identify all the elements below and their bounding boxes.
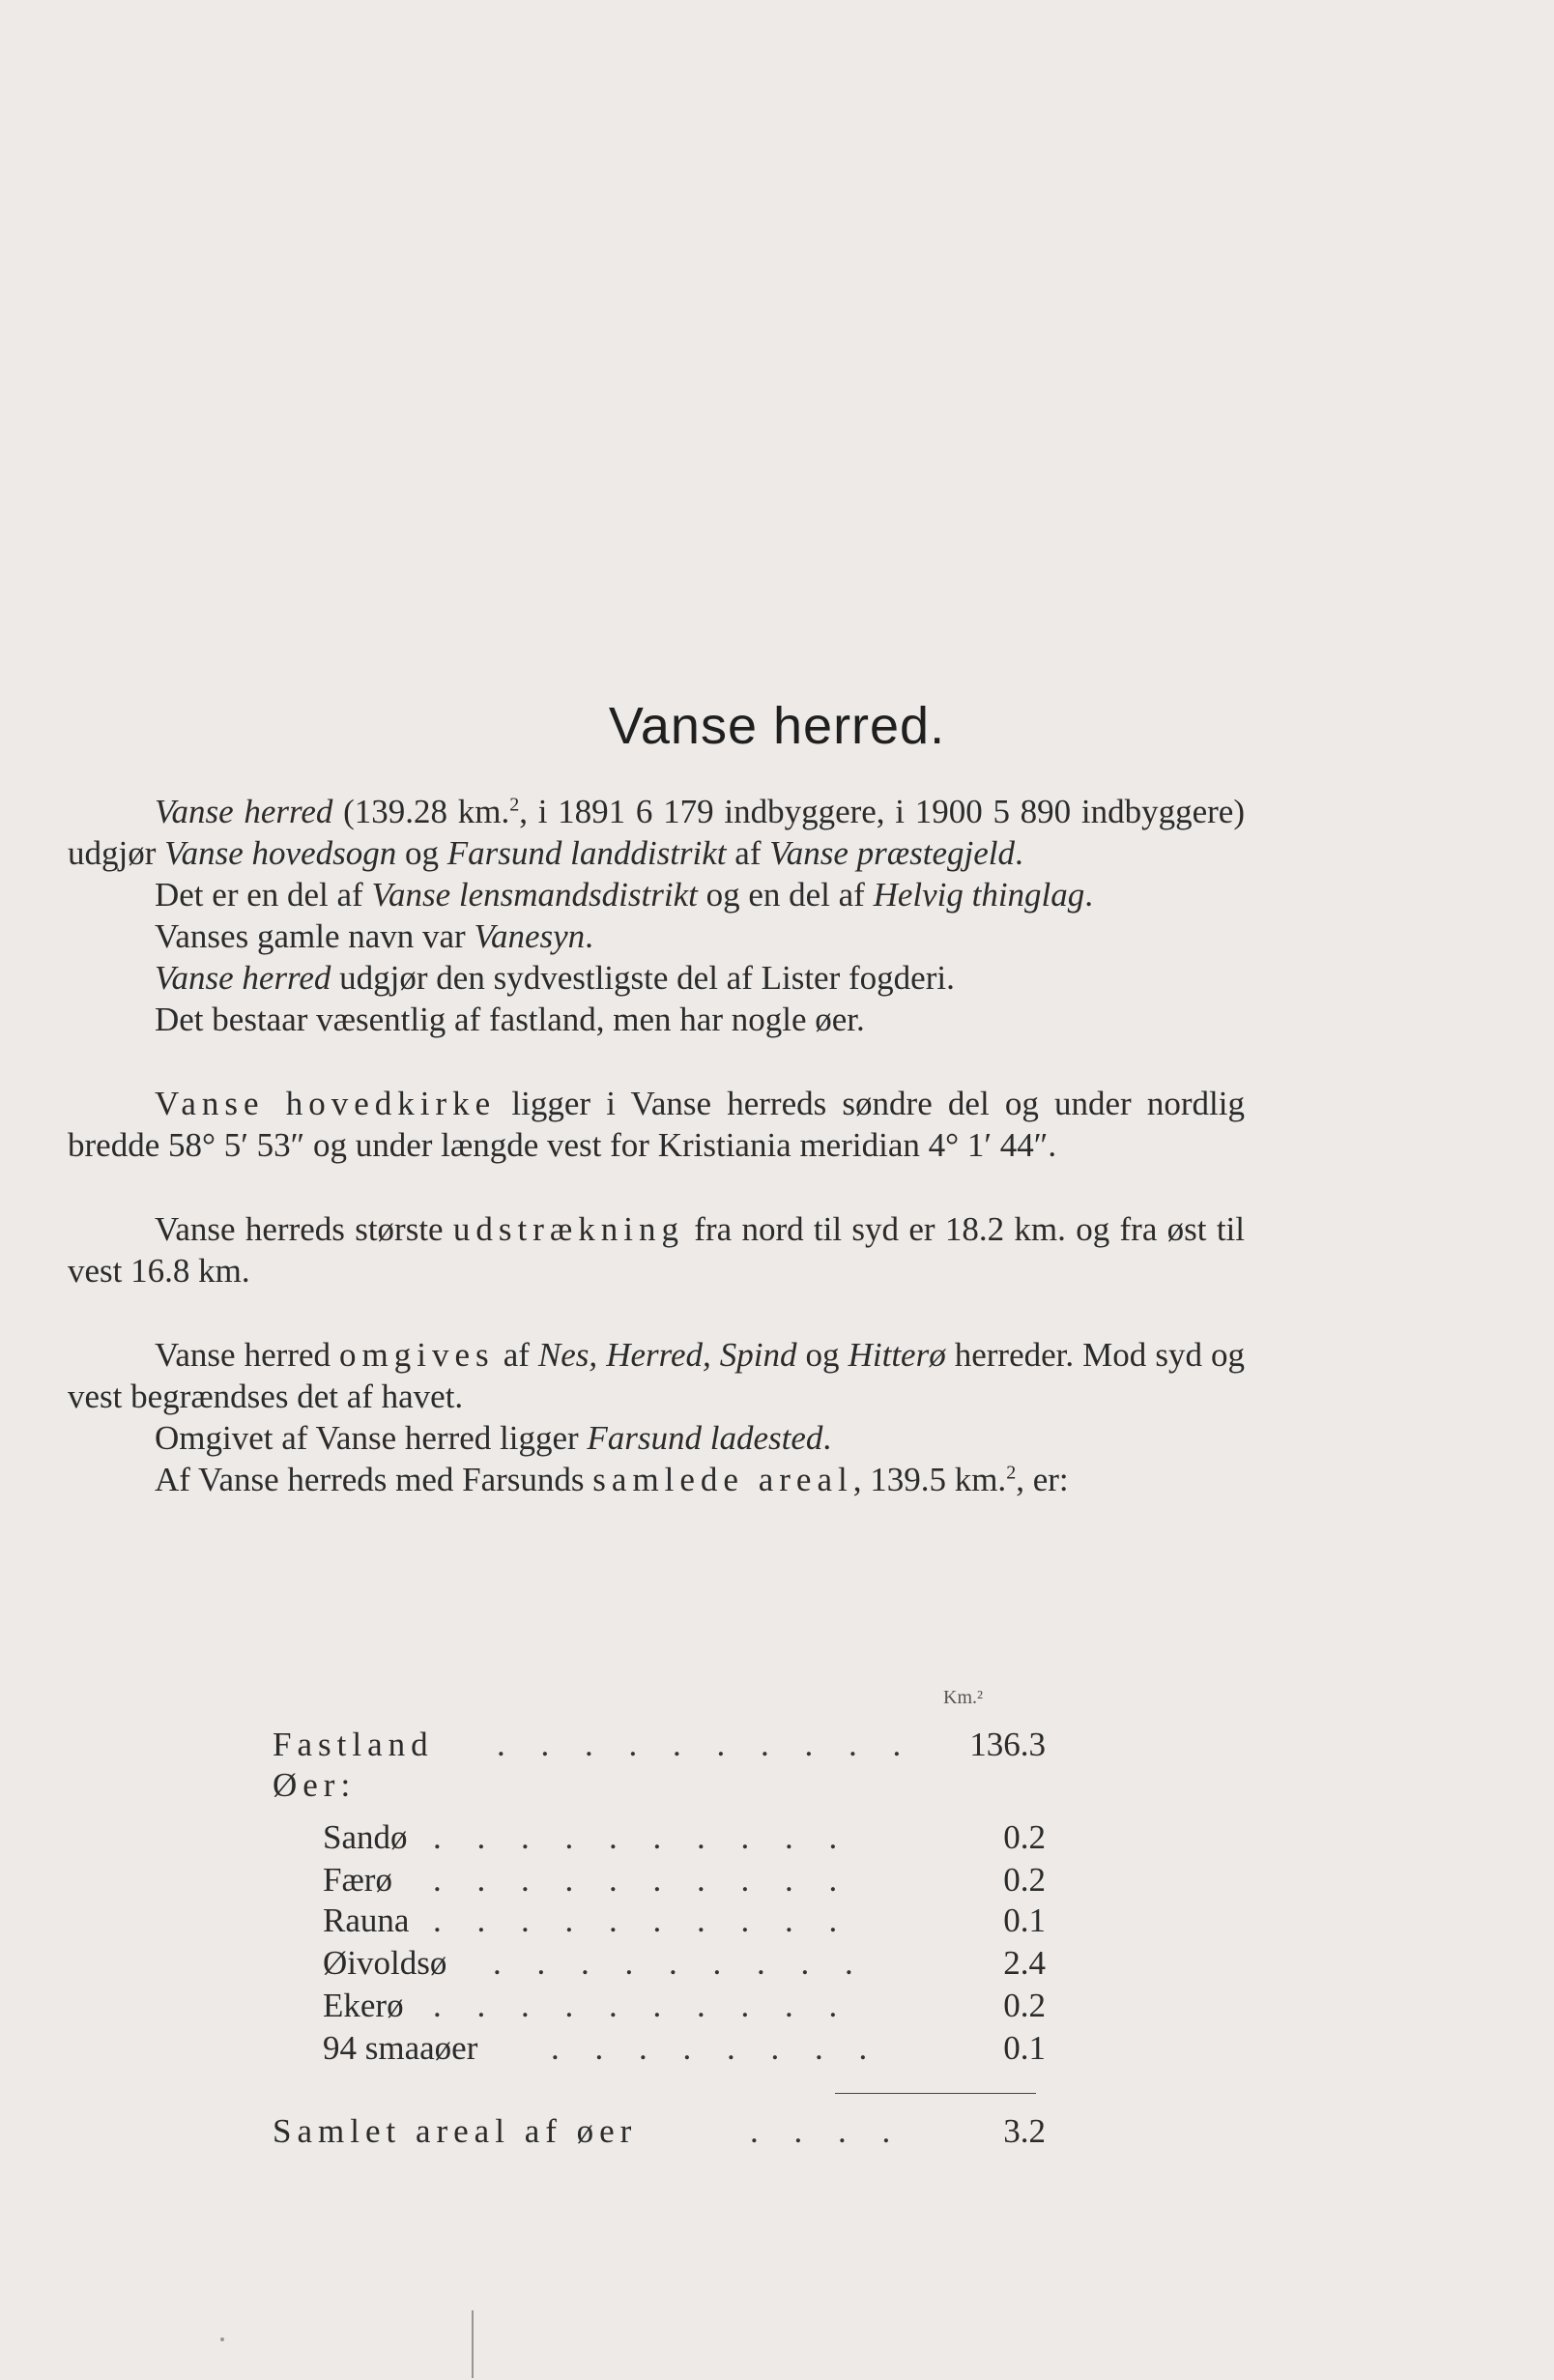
- row-label: Rauna: [323, 1901, 410, 1939]
- row-value: 0.2: [1003, 1987, 1046, 2024]
- table-row: [273, 1901, 1046, 1944]
- row-label: Ekerø: [323, 1987, 404, 2024]
- total-dots: . . . .: [750, 2112, 905, 2150]
- row-dots: . . . . . . . . . .: [433, 1861, 851, 1899]
- row-value: 0.1: [1003, 2029, 1046, 2067]
- table-row: [273, 1726, 1046, 1768]
- paragraph-5: Det bestaar væsentlig af fastland, men har nogle øer.: [155, 1001, 865, 1038]
- row-dots: . . . . . . . . . .: [433, 1818, 851, 1856]
- row-dots: . . . . . . . . . .: [497, 1726, 915, 1763]
- row-value: 2.4: [1003, 1944, 1046, 1982]
- page-title: Vanse herred.: [608, 697, 946, 755]
- total-value: 3.2: [1003, 2112, 1046, 2150]
- row-label: Sandø: [323, 1818, 408, 1856]
- paragraph-6: Vanse hovedkirke ligger i Vanse herreds søndre del og under nordlig bredde 58° 5′ 53″ og under længde vest for Kristiania meridian 4° 1′ 44″.: [68, 1085, 1245, 1164]
- table-row: [273, 1818, 1046, 1861]
- row-label: Øivoldsø: [323, 1944, 447, 1982]
- row-dots: . . . . . . . . .: [493, 1944, 867, 1982]
- scan-mark: [472, 2310, 474, 2378]
- row-label: Færø: [323, 1861, 392, 1899]
- table-row: [273, 1861, 1046, 1903]
- row-dots: . . . . . . . . . .: [433, 1901, 851, 1939]
- row-value: 136.3: [969, 1726, 1046, 1763]
- paragraph-4: Vanse herred udgjør den sydvestligste del af Lister fogderi.: [155, 959, 955, 997]
- row-label: Øer:: [273, 1766, 357, 1804]
- row-label: Fastland: [273, 1726, 434, 1763]
- table-row: [273, 1766, 1046, 1809]
- row-dots: . . . . . . . . . .: [433, 1987, 851, 2024]
- sum-rule: [835, 2093, 1036, 2094]
- total-label: Samlet areal af øer: [273, 2112, 638, 2150]
- paragraph-7: Vanse herreds største udstrækning fra nord til syd er 18.2 km. og fra øst til vest 16.8 km.: [68, 1210, 1245, 1290]
- scan-speck: [220, 2337, 224, 2341]
- table-row: [273, 1944, 1046, 1987]
- row-value: 0.2: [1003, 1818, 1046, 1856]
- total-row: [273, 2112, 1046, 2155]
- table-row: [273, 2029, 1046, 2072]
- row-value: 0.2: [1003, 1861, 1046, 1899]
- row-dots: . . . . . . . .: [551, 2029, 881, 2067]
- unit-header: Km.²: [943, 1687, 983, 1708]
- paragraph-10: Af Vanse herreds med Farsunds samlede areal, 139.5 km.$^2$, er:: [155, 1461, 1069, 1498]
- paragraph-8: Vanse herred omgives af Nes, Herred, Spind og Hitterø herreder. Mod syd og vest begrændses det af havet.: [68, 1336, 1245, 1415]
- paragraph-1: Vanse herred (139.28 km.$^2$, i 1891 6 179 indbyggere, i 1900 5 890 indbyggere) udgjør Vanse hovedsogn og Farsund landdistrikt af Vanse præstegjeld.: [68, 793, 1245, 872]
- row-label: 94 smaaøer: [323, 2029, 478, 2067]
- paragraph-9: Omgivet af Vanse herred ligger Farsund ladested.: [155, 1419, 832, 1457]
- row-value: 0.1: [1003, 1901, 1046, 1939]
- body-text: [68, 791, 1245, 1500]
- paragraph-3: Vanses gamle navn var Vanesyn.: [155, 917, 593, 955]
- paragraph-2: Det er en del af Vanse lensmandsdistrikt og en del af Helvig thinglag.: [155, 876, 1094, 914]
- table-row: [273, 1987, 1046, 2029]
